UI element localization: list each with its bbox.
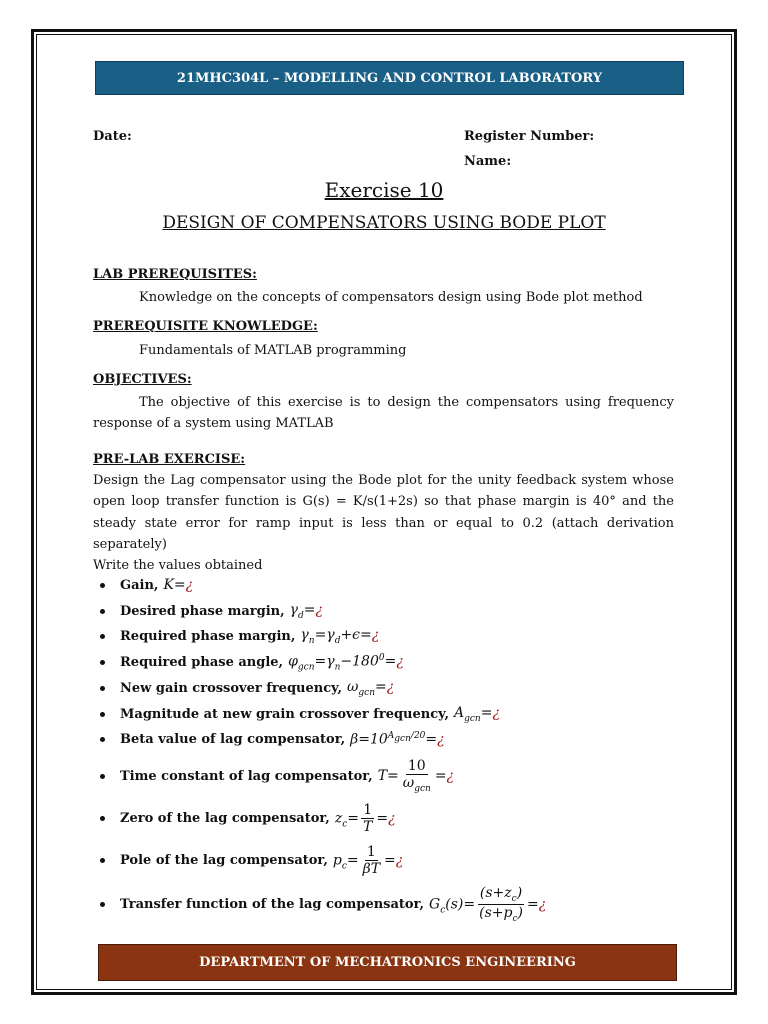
department-footer <box>98 944 677 981</box>
formula-beta: $\beta=10^{A_{gcn}/20}=¿$ <box>350 731 445 748</box>
bullet-icon <box>100 737 105 742</box>
item-label: Desired phase margin, <box>120 603 285 619</box>
formula-desired-pm: $\gamma_d=¿$ <box>289 602 324 621</box>
formula-pole: $p_c=$ $\frac{1}{\beta T}$ =¿ <box>332 844 404 878</box>
formula-transfer-function: $G_c(s)=$ $\frac{(s+z_c)}{(s+p_c)}$ =¿ <box>429 885 547 924</box>
list-item <box>100 653 404 672</box>
list-item <box>100 758 454 794</box>
prelab-heading: PRE-LAB EXERCISE: <box>93 452 246 467</box>
lab-prereq-text: Knowledge on the concepts of compensators design using Bode plot method <box>139 290 643 305</box>
list-item <box>100 602 323 621</box>
bullet-icon <box>100 816 105 821</box>
item-label: Zero of the lag compensator, <box>120 811 330 827</box>
bullet-icon <box>100 774 105 779</box>
department-name: DEPARTMENT OF MECHATRONICS ENGINEERING <box>199 955 576 970</box>
lab-prereq-heading: LAB PREREQUISITES: <box>93 267 257 282</box>
course-header <box>95 61 684 95</box>
bullet-icon <box>100 583 105 588</box>
prereq-knowledge-heading: PREREQUISITE KNOWLEDGE: <box>93 319 318 334</box>
objectives-text: The objective of this exercise is to design the compensators using frequency response of a system using MATLAB <box>93 395 674 432</box>
write-values-text: Write the values obtained <box>93 558 263 573</box>
formula-time-constant: T= $\frac{10}{\omega_{gcn}}$ =¿ <box>377 758 455 794</box>
list-item <box>100 885 546 924</box>
formula-phase-angle: $\varphi_{gcn}=\gamma_n-180^0=¿$ <box>288 653 404 673</box>
bullet-icon <box>100 858 105 863</box>
item-label: Pole of the lag compensator, <box>120 853 328 869</box>
bullet-icon <box>100 686 105 691</box>
list-item <box>100 802 396 835</box>
bullet-icon <box>100 634 105 639</box>
item-label: Required phase margin, <box>120 628 296 644</box>
formula-required-pm: $\gamma_n=\gamma_d+\epsilon=¿$ <box>300 627 380 646</box>
item-label: Transfer function of the lag compensator, <box>120 897 425 913</box>
item-label: Magnitude at new grain crossover frequency, <box>120 706 449 722</box>
prereq-knowledge-text: Fundamentals of MATLAB programming <box>139 343 407 358</box>
formula-zero: $z_c=$ $\frac{1}{T}$ =¿ <box>334 802 396 836</box>
list-item <box>100 731 445 748</box>
prelab-text: Design the Lag compensator using the Bode plot for the unity feedback system whose open loop transfer function is G(s) = K/s(1+2s) so that phase margin is 40° and the steady state error for ramp input is less than or equal to 0.2 (attach derivation separately) <box>93 473 674 552</box>
list-item <box>100 627 379 646</box>
item-label: New gain crossover frequency, <box>120 680 342 696</box>
bullet-icon <box>100 660 105 665</box>
item-label: Gain, <box>120 577 159 593</box>
bullet-icon <box>100 609 105 614</box>
register-number-label: Register Number: <box>464 129 595 144</box>
item-label: Beta value of lag compensator, <box>120 731 346 747</box>
name-label: Name: <box>464 154 512 169</box>
exercise-title: DESIGN OF COMPENSATORS USING BODE PLOT <box>162 213 606 233</box>
bullet-icon <box>100 712 105 717</box>
list-item <box>100 844 403 877</box>
list-item <box>100 705 500 724</box>
course-title: 21MHC304L – MODELLING AND CONTROL LABORATORY <box>176 70 603 86</box>
objectives-heading: OBJECTIVES: <box>93 372 192 387</box>
formula-magnitude: $A_{gcn}=¿$ <box>453 705 500 724</box>
exercise-number: Exercise 10 <box>324 178 444 202</box>
item-label: Time constant of lag compensator, <box>120 768 373 784</box>
list-item <box>100 577 193 593</box>
date-label: Date: <box>93 129 132 144</box>
formula-gain: K=¿ <box>163 577 194 593</box>
item-label: Required phase angle, <box>120 655 284 671</box>
bullet-icon <box>100 902 105 907</box>
formula-gcn-frequency: $\omega_{gcn}=¿$ <box>346 679 395 698</box>
list-item <box>100 679 394 698</box>
